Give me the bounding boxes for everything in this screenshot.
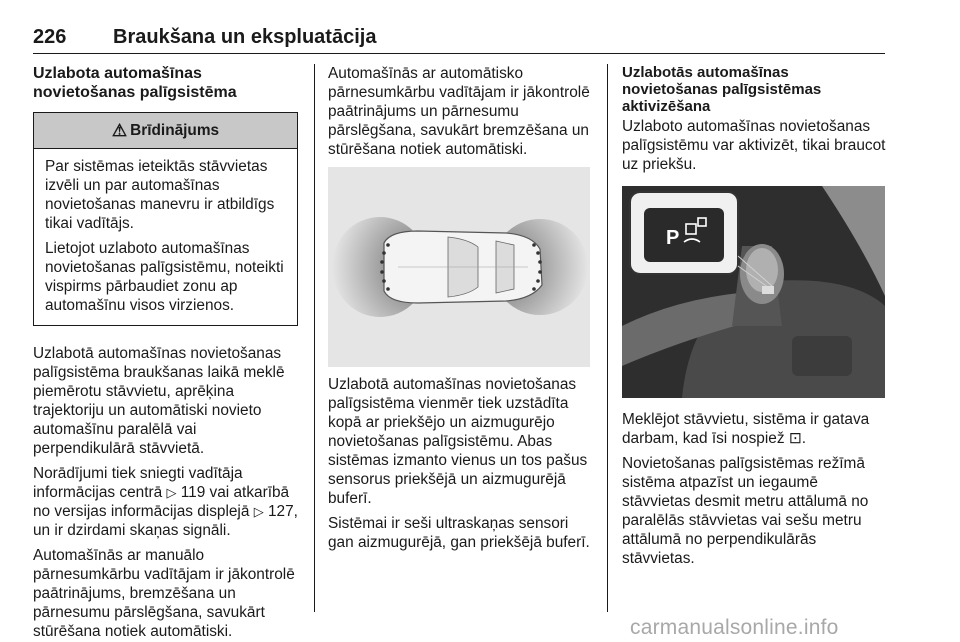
park-assist-button: [644, 208, 724, 262]
body-paragraph: Novietošanas palīgsistēmas režīmā sistēma atpazīst un iegaumē stāvvietas desmit metru attālumā no paralēlās stāvvietas vai sešu metru attālumā no perpendikulārās stāvvietas.: [622, 455, 869, 567]
page-header: [33, 24, 885, 54]
column-3: [622, 64, 886, 568]
body-paragraph: Automašīnās ar automātisko pārnesumkārbu vadītājam ir jākontrolē paātrinājums un pārnesumu pārslēgšana, savukārt bremzēšana un stūrēšana notiek automātiski.: [328, 65, 590, 158]
chapter-title: Braukšana un ekspluatācija: [113, 26, 377, 48]
warning-body: [34, 149, 297, 325]
warning-paragraph: Lietojot uzlaboto automašīnas novietošanas palīgsistēmu, noteikti vispirms pārbaudiet zonu ap automašīnu visos virzienos.: [45, 240, 284, 314]
sensor-coverage-illustration: [328, 167, 590, 367]
parking-sensor-diagram: [328, 167, 590, 367]
warning-header: [34, 113, 297, 149]
park-assist-button-label: P: [666, 227, 680, 249]
body-paragraph: Uzlabotā automašīnas novietošanas palīgsistēma braukšanas laikā meklē piemērotu stāvvietu, aprēķina trajektoriju un automātiski novieto automašīnu paralēlā vai perpendikulārā stāvvietā.: [33, 345, 285, 457]
page-ref-arrow-icon: ▷: [253, 504, 264, 519]
body-paragraph: Uzlaboto automašīnas novietošanas palīgsistēmu var aktivizēt, tikai braucot uz priekšu.: [622, 118, 886, 173]
body-paragraph: Sistēmai ir seši ultraskaņas sensori gan aizmugurējā, gan priekšējā buferī.: [328, 515, 590, 551]
center-console-photo: [622, 186, 885, 398]
watermark: carmanualsonline.info: [630, 616, 839, 639]
section-title: Uzlabota automašīnas novietošanas palīgsistēma: [33, 65, 237, 101]
warning-triangle-icon: ⚠: [111, 121, 128, 140]
column-divider: [314, 64, 315, 612]
page-ref-arrow-icon: ▷: [166, 485, 177, 500]
column-divider: [607, 64, 608, 612]
page-number: 226: [33, 26, 67, 48]
subsection-title: Uzlabotās automašīnas novietošanas palīgsistēmas aktivizēšana: [622, 64, 822, 115]
body-paragraph: Uzlabotā automašīnas novietošanas palīgsistēma vienmēr tiek uzstādīta kopā ar priekšējo un aizmugurējo novietošanas palīgsistēmu. Abas sistēmas izmanto vienus un tos pašus sensorus priekšējā un aizmugurējā buferī.: [328, 376, 588, 507]
page-ref-link[interactable]: 119: [180, 484, 206, 501]
column-2: [328, 64, 590, 552]
body-paragraph: Automašīnās ar manuālo pārnesumkārbu vadītājam ir jākontrolē paātrinājums, bremzēšana un pārnesumu pārslēgšana, savukārt stūrēšana notiek automātiski.: [33, 547, 295, 640]
warning-title: Brīdinājums: [130, 122, 220, 139]
page-ref-link[interactable]: 127: [267, 503, 294, 520]
warning-paragraph: Par sistēmas ieteiktās stāvvietas izvēli un par automašīnas novietošanas manevru ir atbildīgs tikai vadītājs.: [45, 158, 275, 232]
column-1: [33, 64, 301, 641]
body-paragraph: Meklējot stāvvietu, sistēma ir gatava darbam, kad īsi nospiež ⊡.: [622, 411, 870, 447]
console-illustration: [622, 186, 885, 398]
park-assist-symbol-icon: ⊡: [788, 430, 802, 447]
body-paragraph: Norādījumi tiek sniegti vadītāja informācijas centrā ▷ 119 vai atkarībā no versijas informācijas displejā ▷ 127, un ir dzirdami skaņas signāli.: [33, 465, 298, 539]
warning-box: [33, 112, 298, 326]
